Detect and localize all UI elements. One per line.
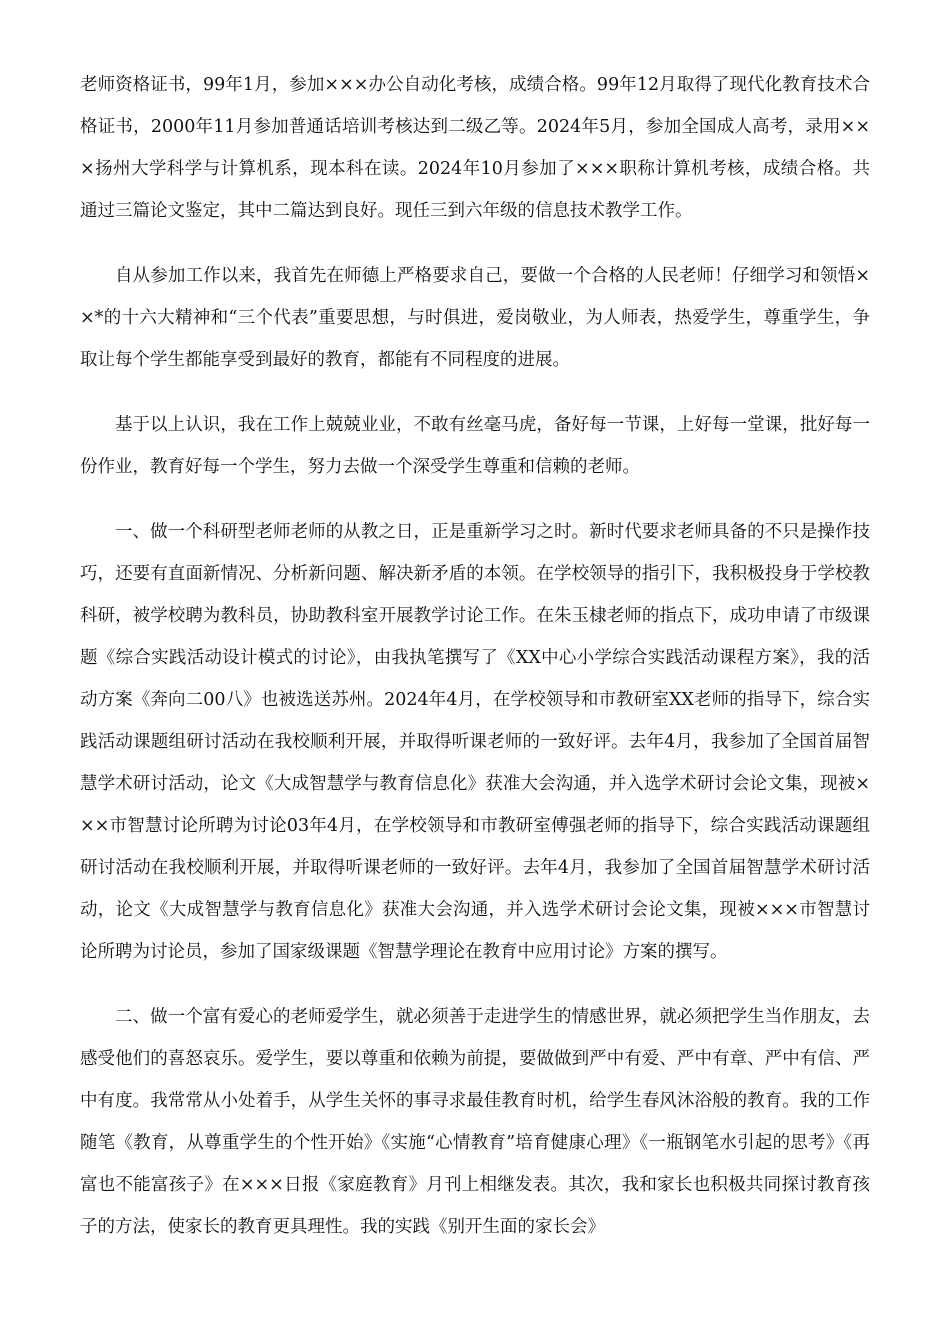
paragraph-teacher-ethics: 自从参加工作以来，我首先在师德上严格要求自己，要做一个合格的人民老师！仔细学习和领悟××*的十六大精神和“三个代表”重要思想，与时俱进，爱岗敬业，为人师表，热爱学生，尊重学生，争取让每个学生都能享受到最好的教育，都能有不同程度的进展。	[80, 266, 870, 370]
document-page	[80, 64, 870, 1271]
paragraph-research-teacher: 一、做一个科研型老师老师的从教之日，正是重新学习之时。新时代要求老师具备的不只是操作技巧，还要有直面新情况、分析新问题、解决新矛盾的本领。在学校领导的指引下，我积极投身于学校教科研，被学校聘为教科员，协助教科室开展教学讨论工作。在朱玉棣老师的指点下，成功申请了市级课题《综合实践活动设计模式的讨论》，由我执笔撰写了《XX中心小学综合实践活动课程方案》，我的活动方案《奔向二00八》也被选送苏州。2024年4月，在学校领导和市教研室XX老师的指导下，综合实践活动课题组研讨活动在我校顺利开展，并取得听课老师的一致好评。去年4月，我参加了全国首届智慧学术研讨活动，论文《大成智慧学与教育信息化》获准大会沟通，并入选学术研讨会论文集，现被×××市智慧讨论所聘为讨论03年4月，在学校领导和市教研室傅强老师的指导下，综合实践活动课题组研讨活动在我校顺利开展，并取得听课老师的一致好评。去年4月，我参加了全国首届智慧学术研讨活动，论文《大成智慧学与教育信息化》获准大会沟通，并入选学术研讨会论文集，现被×××市智慧讨论所聘为讨论员，参加了国家级课题《智慧学理论在教育中应用讨论》方案的撰写。	[80, 522, 870, 962]
paragraph-certifications: 老师资格证书，99年1月，参加×××办公自动化考核，成绩合格。99年12月取得了现代化教育技术合格证书，2000年11月参加普通话培训考核达到二级乙等。2024年5月，参加全国成人高考，录用×××扬州大学科学与计算机系，现本科在读。2024年10月参加了×××职称计算机考核，成绩合格。共通过三篇论文鉴定，其中二篇达到良好。现任三到六年级的信息技术教学工作。	[80, 75, 870, 221]
paragraph-work-attitude: 基于以上认识，我在工作上兢兢业业，不敢有丝毫马虎，备好每一节课，上好每一堂课，批好每一份作业，教育好每一个学生，努力去做一个深受学生尊重和信赖的老师。	[80, 415, 870, 477]
paragraph-caring-teacher: 二、做一个富有爱心的老师爱学生，就必须善于走进学生的情感世界，就必须把学生当作朋友，去感受他们的喜怒哀乐。爱学生，要以尊重和依赖为前提，要做做到严中有爱、严中有章、严中有信、严中有度。我常常从小处着手，从学生关怀的事寻求最佳教育时机，给学生春风沐浴般的教育。我的工作随笔《教育，从尊重学生的个性开始》《实施“心情教育”培育健康心理》《一瓶钢笔水引起的思考》《再富也不能富孩子》在×××日报《家庭教育》月刊上相继发表。其次，我和家长也积极共同探讨教育孩子的方法，使家长的教育更具理性。我的实践《别开生面的家长会》	[80, 1007, 870, 1237]
